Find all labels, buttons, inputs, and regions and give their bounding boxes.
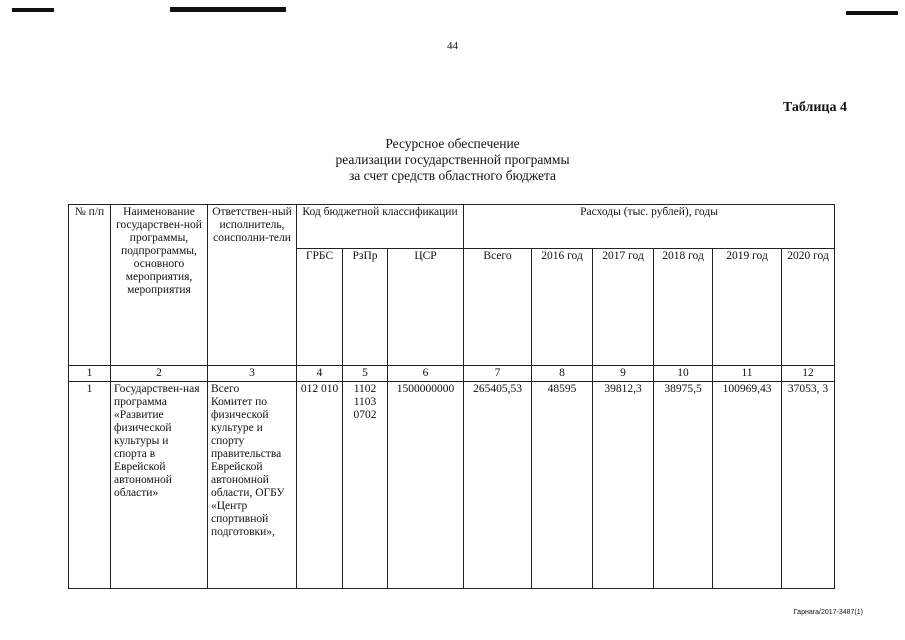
column-index: 8: [532, 366, 593, 382]
column-index: 12: [782, 366, 835, 382]
row-2018: 38975,5: [654, 382, 713, 589]
page-number: 44: [447, 40, 458, 52]
column-index: 11: [713, 366, 782, 382]
row-responsible: [208, 382, 297, 589]
header-row-top: [69, 205, 835, 249]
row-program-name: Государствен-ная программа «Развитие физической культуры и спорта в Еврейской автономной области»: [111, 382, 208, 589]
column-index: 1: [69, 366, 111, 382]
row-responsible-total: Всего: [211, 383, 240, 395]
column-index: 9: [593, 366, 654, 382]
scan-mark-center: [170, 7, 286, 12]
column-index: 4: [297, 366, 343, 382]
column-index: 6: [388, 366, 464, 382]
row-num: 1: [69, 382, 111, 589]
table-label: Таблица 4: [782, 100, 847, 115]
row-total: 265405,53: [464, 382, 532, 589]
column-index: 10: [654, 366, 713, 382]
row-2016: 48595: [532, 382, 593, 589]
header-code-group: Код бюджетной классификации: [297, 205, 464, 249]
scan-mark-right: [846, 11, 898, 15]
title-line-3: за счет средств областного бюджета: [348, 168, 557, 183]
row-2017: 39812,3: [593, 382, 654, 589]
footer-code: Гарнага/2017-3487(1): [793, 609, 863, 616]
column-index: 7: [464, 366, 532, 382]
row-rzpr: 1102 1103 0702: [343, 382, 388, 589]
header-csr: ЦСР: [388, 249, 464, 366]
document-title: [0, 136, 905, 184]
header-responsible: Ответствен-ный исполнитель, соисполни-тели: [208, 205, 297, 366]
table-row: [69, 382, 835, 589]
scan-mark-left: [12, 8, 54, 12]
resource-table: [68, 204, 835, 589]
column-index: 3: [208, 366, 297, 382]
row-2020: 37053, 3: [782, 382, 835, 589]
row-csr: 1500000000: [388, 382, 464, 589]
header-num: № п/п: [69, 205, 111, 366]
header-2019: 2019 год: [713, 249, 782, 366]
header-2016: 2016 год: [532, 249, 593, 366]
header-grbs: ГРБС: [297, 249, 343, 366]
column-index: 5: [343, 366, 388, 382]
header-2020: 2020 год: [782, 249, 835, 366]
title-line-1: Ресурсное обеспечение: [385, 136, 520, 151]
column-index-row: [69, 366, 835, 382]
column-index: 2: [111, 366, 208, 382]
header-name: Наименование государствен-ной программы, подпрограммы, основного мероприятия, мероприятия: [111, 205, 208, 366]
header-2018: 2018 год: [654, 249, 713, 366]
row-2019: 100969,43: [713, 382, 782, 589]
header-expense-group: Расходы (тыс. рублей), годы: [464, 205, 835, 249]
title-line-2: реализации государственной программы: [335, 152, 570, 167]
row-grbs: 012 010: [297, 382, 343, 589]
header-total: Всего: [464, 249, 532, 366]
row-responsible-text: Комитет по физической культуре и спорту правительства Еврейской автономной области, ОГБУ «Центр спортивной подготовки»,: [211, 396, 285, 538]
header-2017: 2017 год: [593, 249, 654, 366]
header-rzpr: РзПр: [343, 249, 388, 366]
